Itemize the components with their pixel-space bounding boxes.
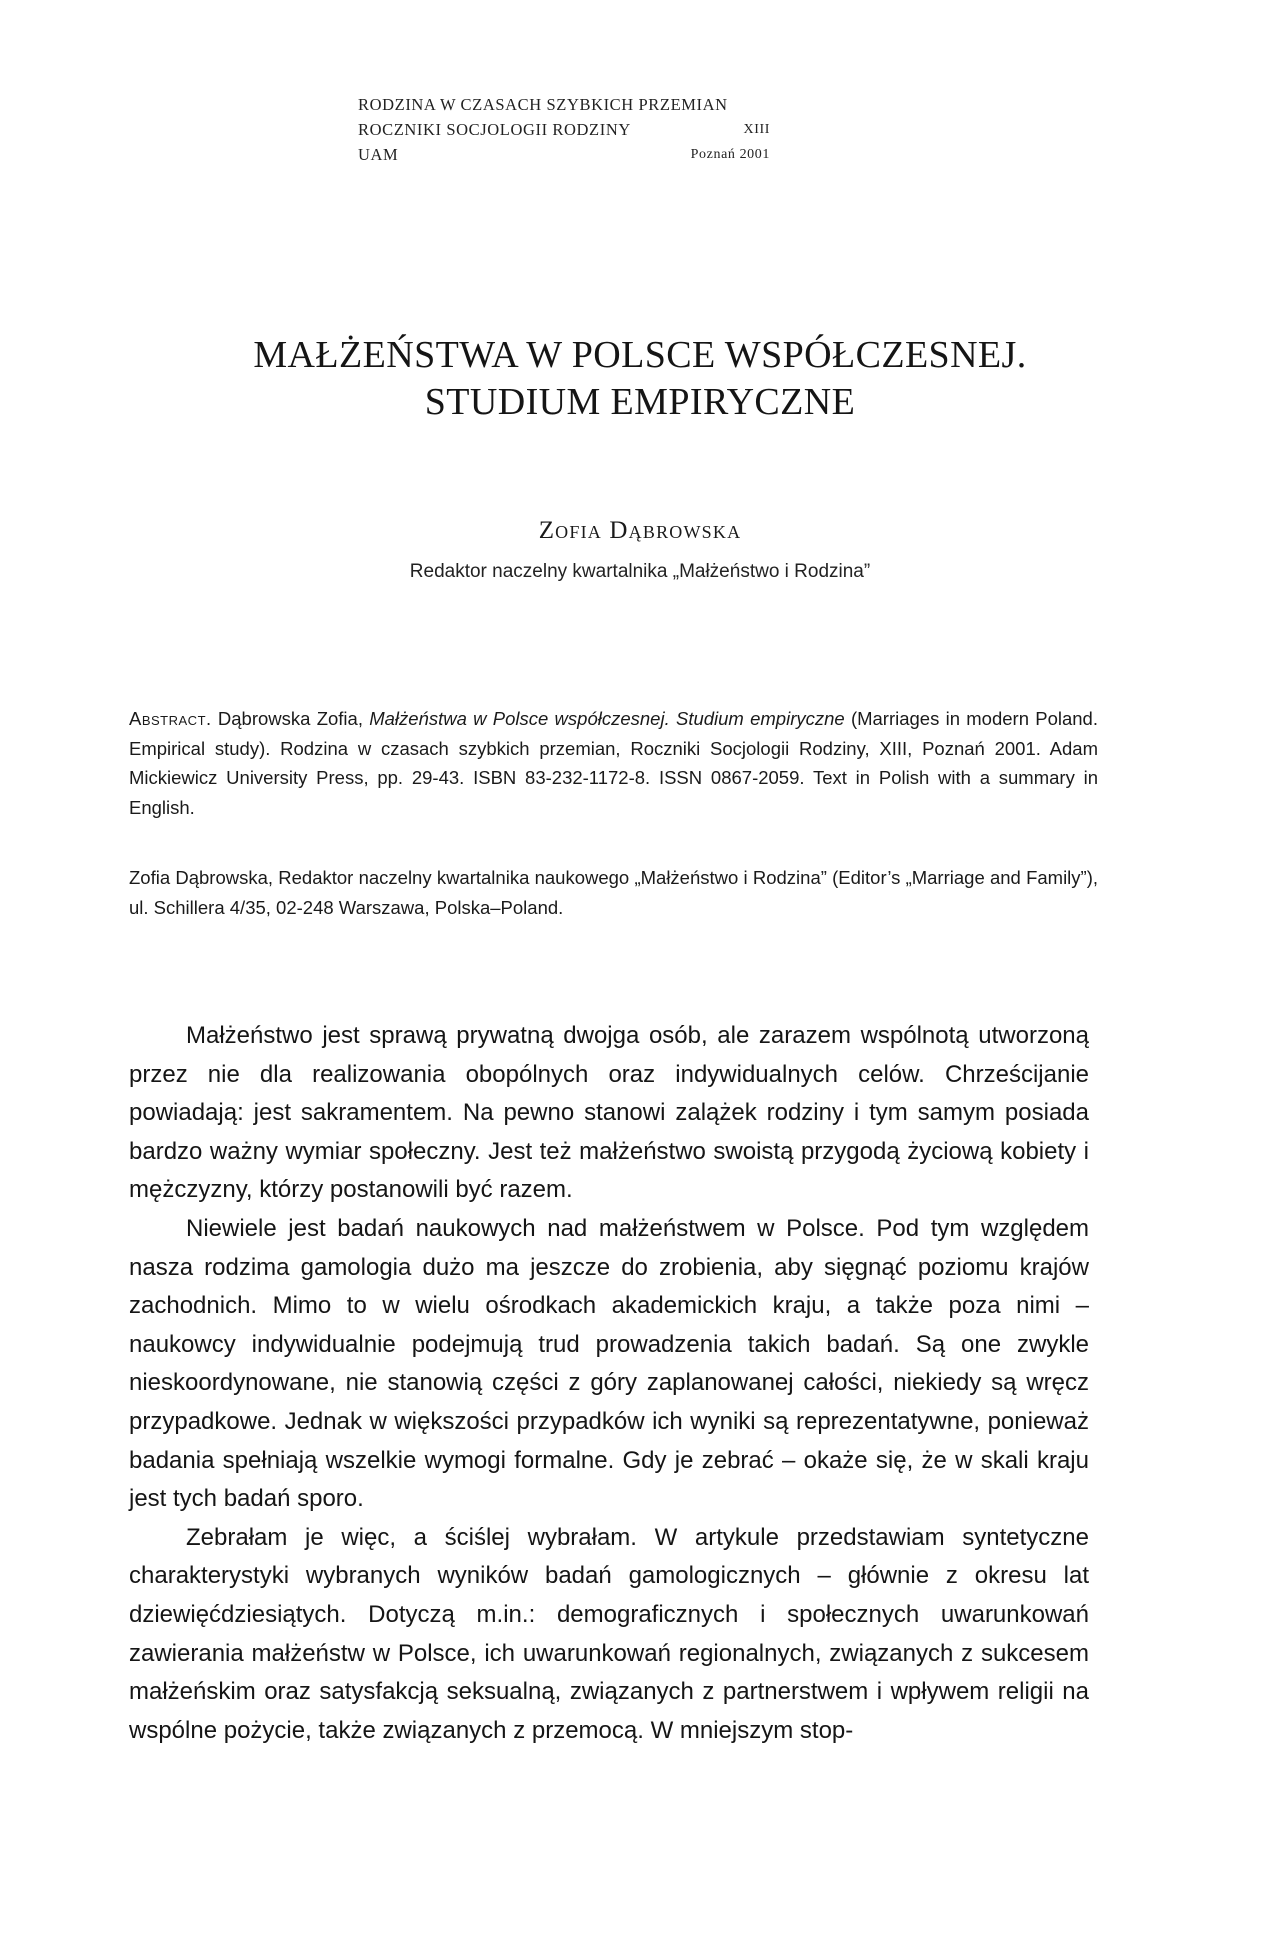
volume-number: XIII [743, 122, 770, 137]
abstract-label: Abstract. [129, 708, 212, 729]
article-title-line-2: STUDIUM EMPIRYCZNE [424, 381, 856, 423]
series-title: RODZINA W CZASACH SZYBKICH PRZEMIAN [358, 95, 728, 114]
body-paragraph: Niewiele jest badań naukowych nad małżeństwem w Polsce. Pod tym względem nasza rodzima gamologia dużo ma jeszcze do zrobienia, aby sięgnąć poziomu krajów zachodnich. Mimo to w wielu ośrodkach akademickich kraju, a także poza nimi – naukowcy indywidualnie podejmują trud prowadzenia takich badań. Są one zwykle nieskoordynowane, nie stanowią części z góry zaplanowanej całości, niekiedy są wręcz przypadkowe. Jednak w większości przypadków ich wyniki są reprezentatywne, ponieważ badania spełniają wszelkie wymogi formalne. Gdy je zebrać – okaże się, że w skali kraju jest tych badań sporo. [129, 1214, 1089, 1513]
running-header-line-3 [358, 142, 770, 167]
series-name: ROCZNIKI SOCJOLOGII RODZINY [358, 120, 631, 139]
body-paragraph: Małżeństwo jest sprawą prywatną dwojga osób, ale zarazem wspólnotą utworzoną przez nie dla realizowania obopólnych oraz indywidualnych celów. Chrześcijanie powiadają: jest sakramentem. Na pewno stanowi zalążek rodziny i tym samym posiada bardzo ważny wymiar społeczny. Jest też małżeństwo swoistą przygodą życiową kobiety i mężczyzny, którzy postanowili być razem. [129, 1022, 1089, 1204]
abstract-author: Dąbrowska Zofia, [211, 708, 370, 729]
author-name: Zofia Dąbrowska [538, 517, 742, 544]
body-paragraph: Zebrałam je więc, a ściślej wybrałam. W artykule przedstawiam syntetyczne charakterystyki wybranych wyników badań gamologicznych – głównie z okresu lat dziewięćdziesiątych. Dotyczą m.in.: demograficznych i społecznych uwarunkowań zawierania małżeństw w Polsce, ich uwarunkowań regionalnych, związanych z sukcesem małżeńskim oraz satysfakcją seksualną, związanych z partnerstwem i wpływem religii na wspólne pożycie, także związanych z przemocą. W mniejszym stop- [129, 1523, 1089, 1744]
place-year: Poznań 2001 [690, 147, 770, 162]
article-title-line-1: MAŁŻEŃSTWA W POLSCE WSPÓŁCZESNEJ. [253, 334, 1027, 376]
running-header [358, 92, 770, 167]
author-address: Zofia Dąbrowska, Redaktor naczelny kwartalnika naukowego „Małżeństwo i Rodzina” (Editor’s „Marriage and Family”), ul. Schillera 4/35, 02-248 Warszawa, Polska–Poland. [129, 867, 1098, 918]
body-text [129, 1017, 1089, 1750]
publisher: UAM [358, 145, 399, 164]
running-header-line-2 [358, 117, 770, 142]
running-header-line-1 [358, 92, 770, 117]
abstract [129, 704, 1098, 822]
article-title [0, 332, 1280, 426]
author-affiliation: Redaktor naczelny kwartalnika „Małżeństwo i Rodzina” [409, 561, 871, 582]
abstract-citation: (Marriages in modern Poland. Empirical study). Rodzina w czasach szybkich przemian, Roczniki Socjologii Rodziny, XIII, Poznań 2001. Adam Mickiewicz University Press, pp. 29-43. ISBN 83-232-1172-8. ISSN 0867-2059. Text in Polish with a summary in English. [129, 708, 1098, 818]
abstract-title: Małżeństwa w Polsce współczesnej. Studium empiryczne [369, 708, 845, 729]
